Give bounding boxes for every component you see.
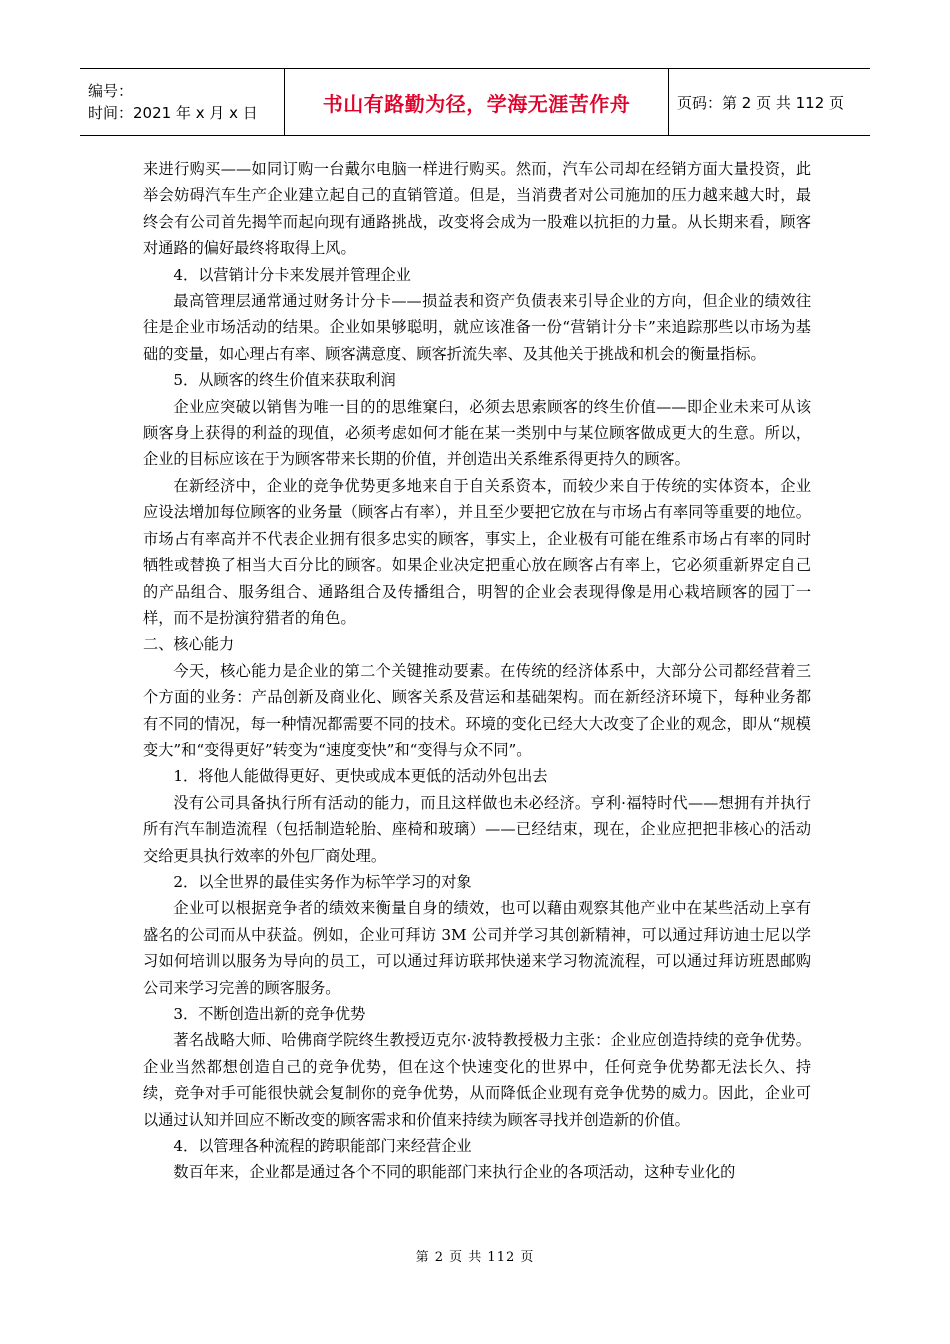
header-info-cell: [80, 69, 285, 135]
paragraph: 企业应突破以销售为唯一目的的思维窠臼，必须去思索顾客的终生价值——即企业未来可从该顾客身上获得的利益的现值，必须考虑如何才能在某一类别中与某位顾客做成更大的生意。所以，企业的目标应该在于为顾客带来长期的价值，并创造出关系维系得更持久的顾客。: [143, 397, 811, 469]
section-heading: 4．以管理各种流程的跨职能部门来经营企业: [173, 1137, 472, 1156]
paragraph: 最高管理层通常通过财务计分卡——损益表和资产负债表来引导企业的方向，但企业的绩效往往是企业市场活动的结果。企业如果够聪明，就应该准备一份“营销计分卡”来追踪那些以市场为基础的变量，如心理占有率、顾客满意度、顾客折流失率、及其他关于挑战和机会的衡量指标。: [143, 292, 811, 363]
section-heading: 3．不断创造出新的竞争优势: [173, 1005, 366, 1023]
paragraph: 企业可以根据竞争者的绩效来衡量自身的绩效，也可以藉由观察其他产业中在某些活动上享有盛名的公司而从中获益。例如，企业可拜访 3M 公司并学习其创新精神，可以通过拜访迪士尼以学习如何培训以服务为导向的员工，可以通过拜访联邦快递来学习物流流程，可以通过拜访班恩邮购公司来学习完善的顾客服务。: [143, 899, 811, 997]
page-header: [80, 68, 870, 136]
header-page-number: 页码：第 2 页 共 112 页: [677, 93, 845, 112]
chapter-heading: 二、核心能力: [143, 635, 235, 654]
section-heading: 1．将他人能做得更好、更快或成本更低的活动外包出去: [173, 767, 548, 786]
section-heading: 4．以营销计分卡来发展并管理企业: [173, 265, 411, 284]
paragraph: 今天，核心能力是企业的第二个关键推动要素。在传统的经济体系中，大部分公司都经营着三个方面的业务：产品创新及商业化、顾客关系及营运和基础架构。而在新经济环境下，每种业务都有不同的情况，每一种情况都需要不同的技术。环境的变化已经大大改变了企业的观念，即从“规模变大”和“变得更好”转变为“速度变快”和“变得与众不同”。: [143, 661, 811, 759]
paragraph: 著名战略大师、哈佛商学院终生教授迈克尔·波特教授极力主张：企业应创造持续的竞争优势。企业当然都想创造自己的竞争优势，但在这个快速变化的世界中，任何竞争优势都无法长久、持续，竞争对手可能很快就会复制你的竞争优势，从而降低企业现有竞争优势的威力。因此，企业可以通过认知并回应不断改变的顾客需求和价值来持续为顾客寻找并创造新的价值。: [143, 1031, 811, 1129]
document-number-label: 编号：: [88, 82, 134, 100]
paragraph: 在新经济中，企业的竞争优势更多地来自于自关系资本，而较少来自于传统的实体资本，企业应设法增加每位顾客的业务量（顾客占有率），并且至少要把它放在与市场占有率同等重要的地位。市场占有率高并不代表企业拥有很多忠实的顾客，事实上，企业极有可能在维系市场占有率的同时牺牲或替换了相当大百分比的顾客。如果企业决定把重心放在顾客占有率上，它必须重新界定自己的产品组合、服务组合、通路组合及传播组合，明智的企业会表现得像是用心栽培顾客的园丁一样，而不是扮演狩猎者的角色。: [143, 476, 811, 627]
section-heading: 2．以全世界的最佳实务作为标竿学习的对象: [173, 872, 472, 891]
header-motto: 书山有路勤为径，学海无涯苦作舟: [285, 69, 669, 135]
paragraph: 没有公司具备执行所有活动的能力，而且这样做也未必经济。亨利·福特时代——想拥有并执行所有汽车制造流程（包括制造轮胎、座椅和玻璃）——已经结束，现在，企业应把把非核心的活动交给更具执行效率的外包厂商处理。: [143, 793, 811, 865]
section-heading: 5．从顾客的终生价值来获取利润: [173, 371, 396, 390]
paragraph: 数百年来，企业都是通过各个不同的职能部门来执行企业的各项活动，这种专业化的: [173, 1163, 736, 1182]
page-footer: 第 2 页 共 112 页: [415, 1250, 535, 1265]
paragraph: 来进行购买——如同订购一台戴尔电脑一样进行购买。然而，汽车公司却在经销方面大量投资，此举会妨碍汽车生产企业建立起自己的直销管道。但是，当消费者对公司施加的压力越来越大时，最终会有公司首先揭竿而起向现有通路挑战，改变将会成为一股难以抗拒的力量。从长期来看，顾客对通路的偏好最终将取得上风。: [143, 160, 811, 258]
document-body: [143, 156, 811, 1186]
document-date-label: 时间：2021 年 x 月 x 日: [88, 104, 258, 122]
